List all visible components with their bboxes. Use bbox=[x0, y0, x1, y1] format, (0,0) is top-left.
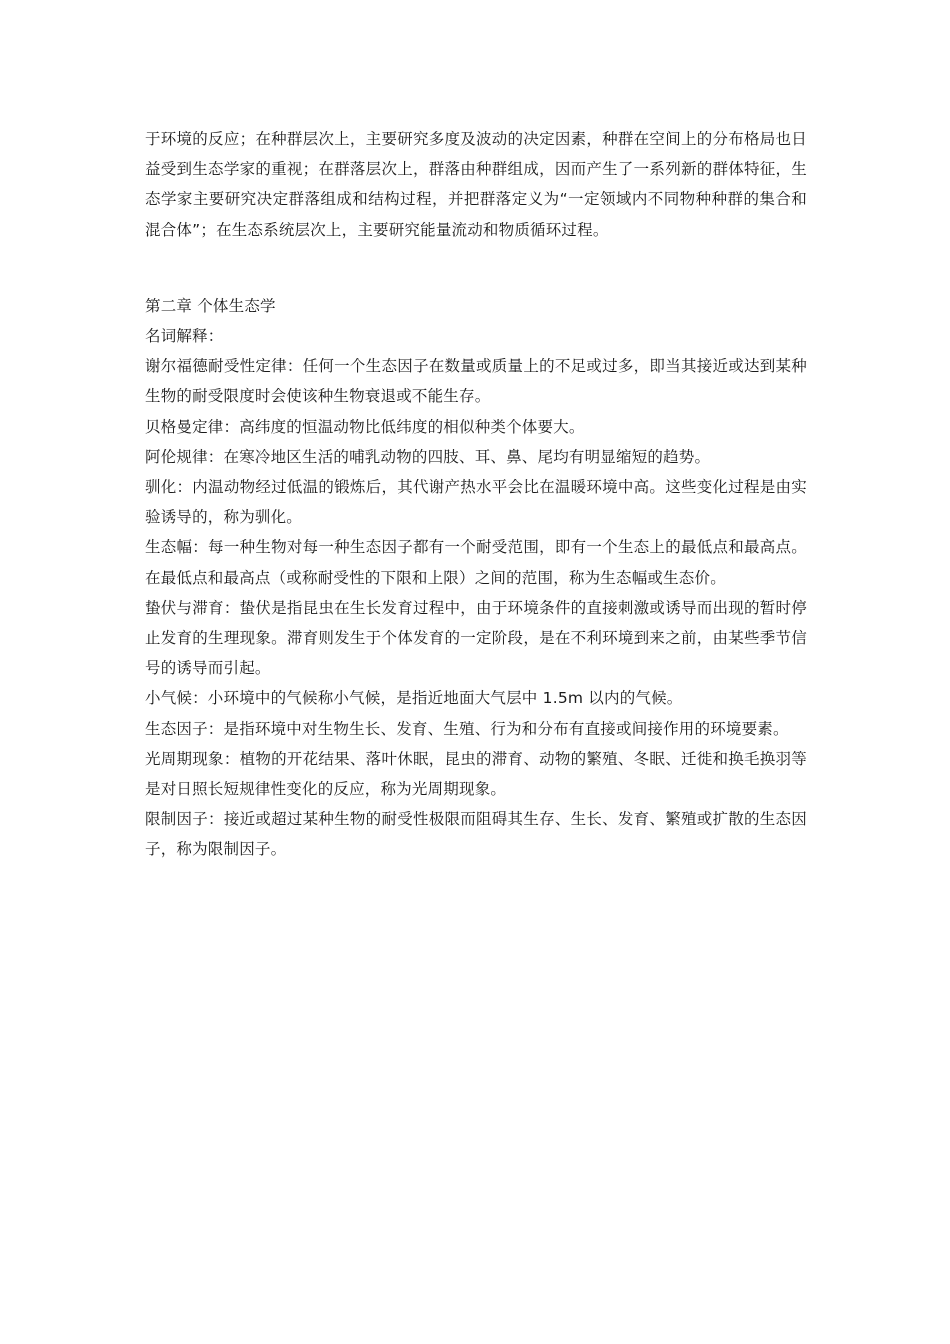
term-ecological-factor: 生态因子：是指环境中对生物生长、发育、生殖、行为和分布有直接或间接作用的环境要素。 bbox=[145, 719, 789, 738]
paragraph-gap bbox=[145, 245, 807, 291]
term-acclimation: 驯化：内温动物经过低温的锻炼后，其代谢产热水平会比在温暖环境中高。这些变化过程是由实验诱导的，称为驯化。 bbox=[145, 478, 807, 527]
term-bergmann-rule: 贝格曼定律：高纬度的恒温动物比低纬度的相似种类个体要大。 bbox=[145, 417, 585, 436]
section-label: 名词解释： bbox=[145, 327, 224, 346]
chapter-title: 第二章 个体生态学 bbox=[145, 296, 276, 315]
term-ecological-amplitude: 生态幅：每一种生物对每一种生态因子都有一个耐受范围，即有一个生态上的最低点和最高点。在最低点和最高点（或称耐受性的下限和上限）之间的范围，称为生态幅或生态价。 bbox=[145, 538, 807, 587]
term-microclimate: 小气候：小环境中的气候称小气候，是指近地面大气层中 1.5m 以内的气候。 bbox=[145, 689, 683, 708]
term-photoperiodism: 光周期现象：植物的开花结果、落叶休眠，昆虫的滞育、动物的繁殖、冬眠、迁徙和换毛换羽等是对日照长短规律性变化的反应，称为光周期现象。 bbox=[145, 749, 807, 799]
term-allen-rule: 阿伦规律：在寒冷地区生活的哺乳动物的四肢、耳、鼻、尾均有明显缩短的趋势。 bbox=[145, 447, 711, 466]
intro-paragraph: 于环境的反应；在种群层次上，主要研究多度及波动的决定因素，种群在空间上的分布格局也日益受到生态学家的重视；在群落层次上，群落由种群组成，因而产生了一系列新的群体特征，生态学家主要研究决定群落组成和结构过程，并把群落定义为“一定领域内不同物种种群的集合和混合体”；在生态系统层次上，主要研究能量流动和物质循环过程。 bbox=[145, 130, 807, 239]
term-limiting-factor: 限制因子：接近或超过某种生物的耐受性极限而阻碍其生存、生长、发育、繁殖或扩散的生态因子，称为限制因子。 bbox=[145, 810, 807, 859]
document-page bbox=[145, 124, 807, 865]
term-dormancy-diapause: 蛰伏与滞育：蛰伏是指昆虫在生长发育过程中，由于环境条件的直接刺激或诱导而出现的暂时停止发育的生理现象。滞育则发生于个体发育的一定阶段，是在不利环境到来之前，由某些季节信号的诱导而引起。 bbox=[145, 598, 807, 678]
term-shelford-law: 谢尔福德耐受性定律：任何一个生态因子在数量或质量上的不足或过多，即当其接近或达到某种生物的耐受限度时会使该种生物衰退或不能生存。 bbox=[145, 357, 807, 406]
